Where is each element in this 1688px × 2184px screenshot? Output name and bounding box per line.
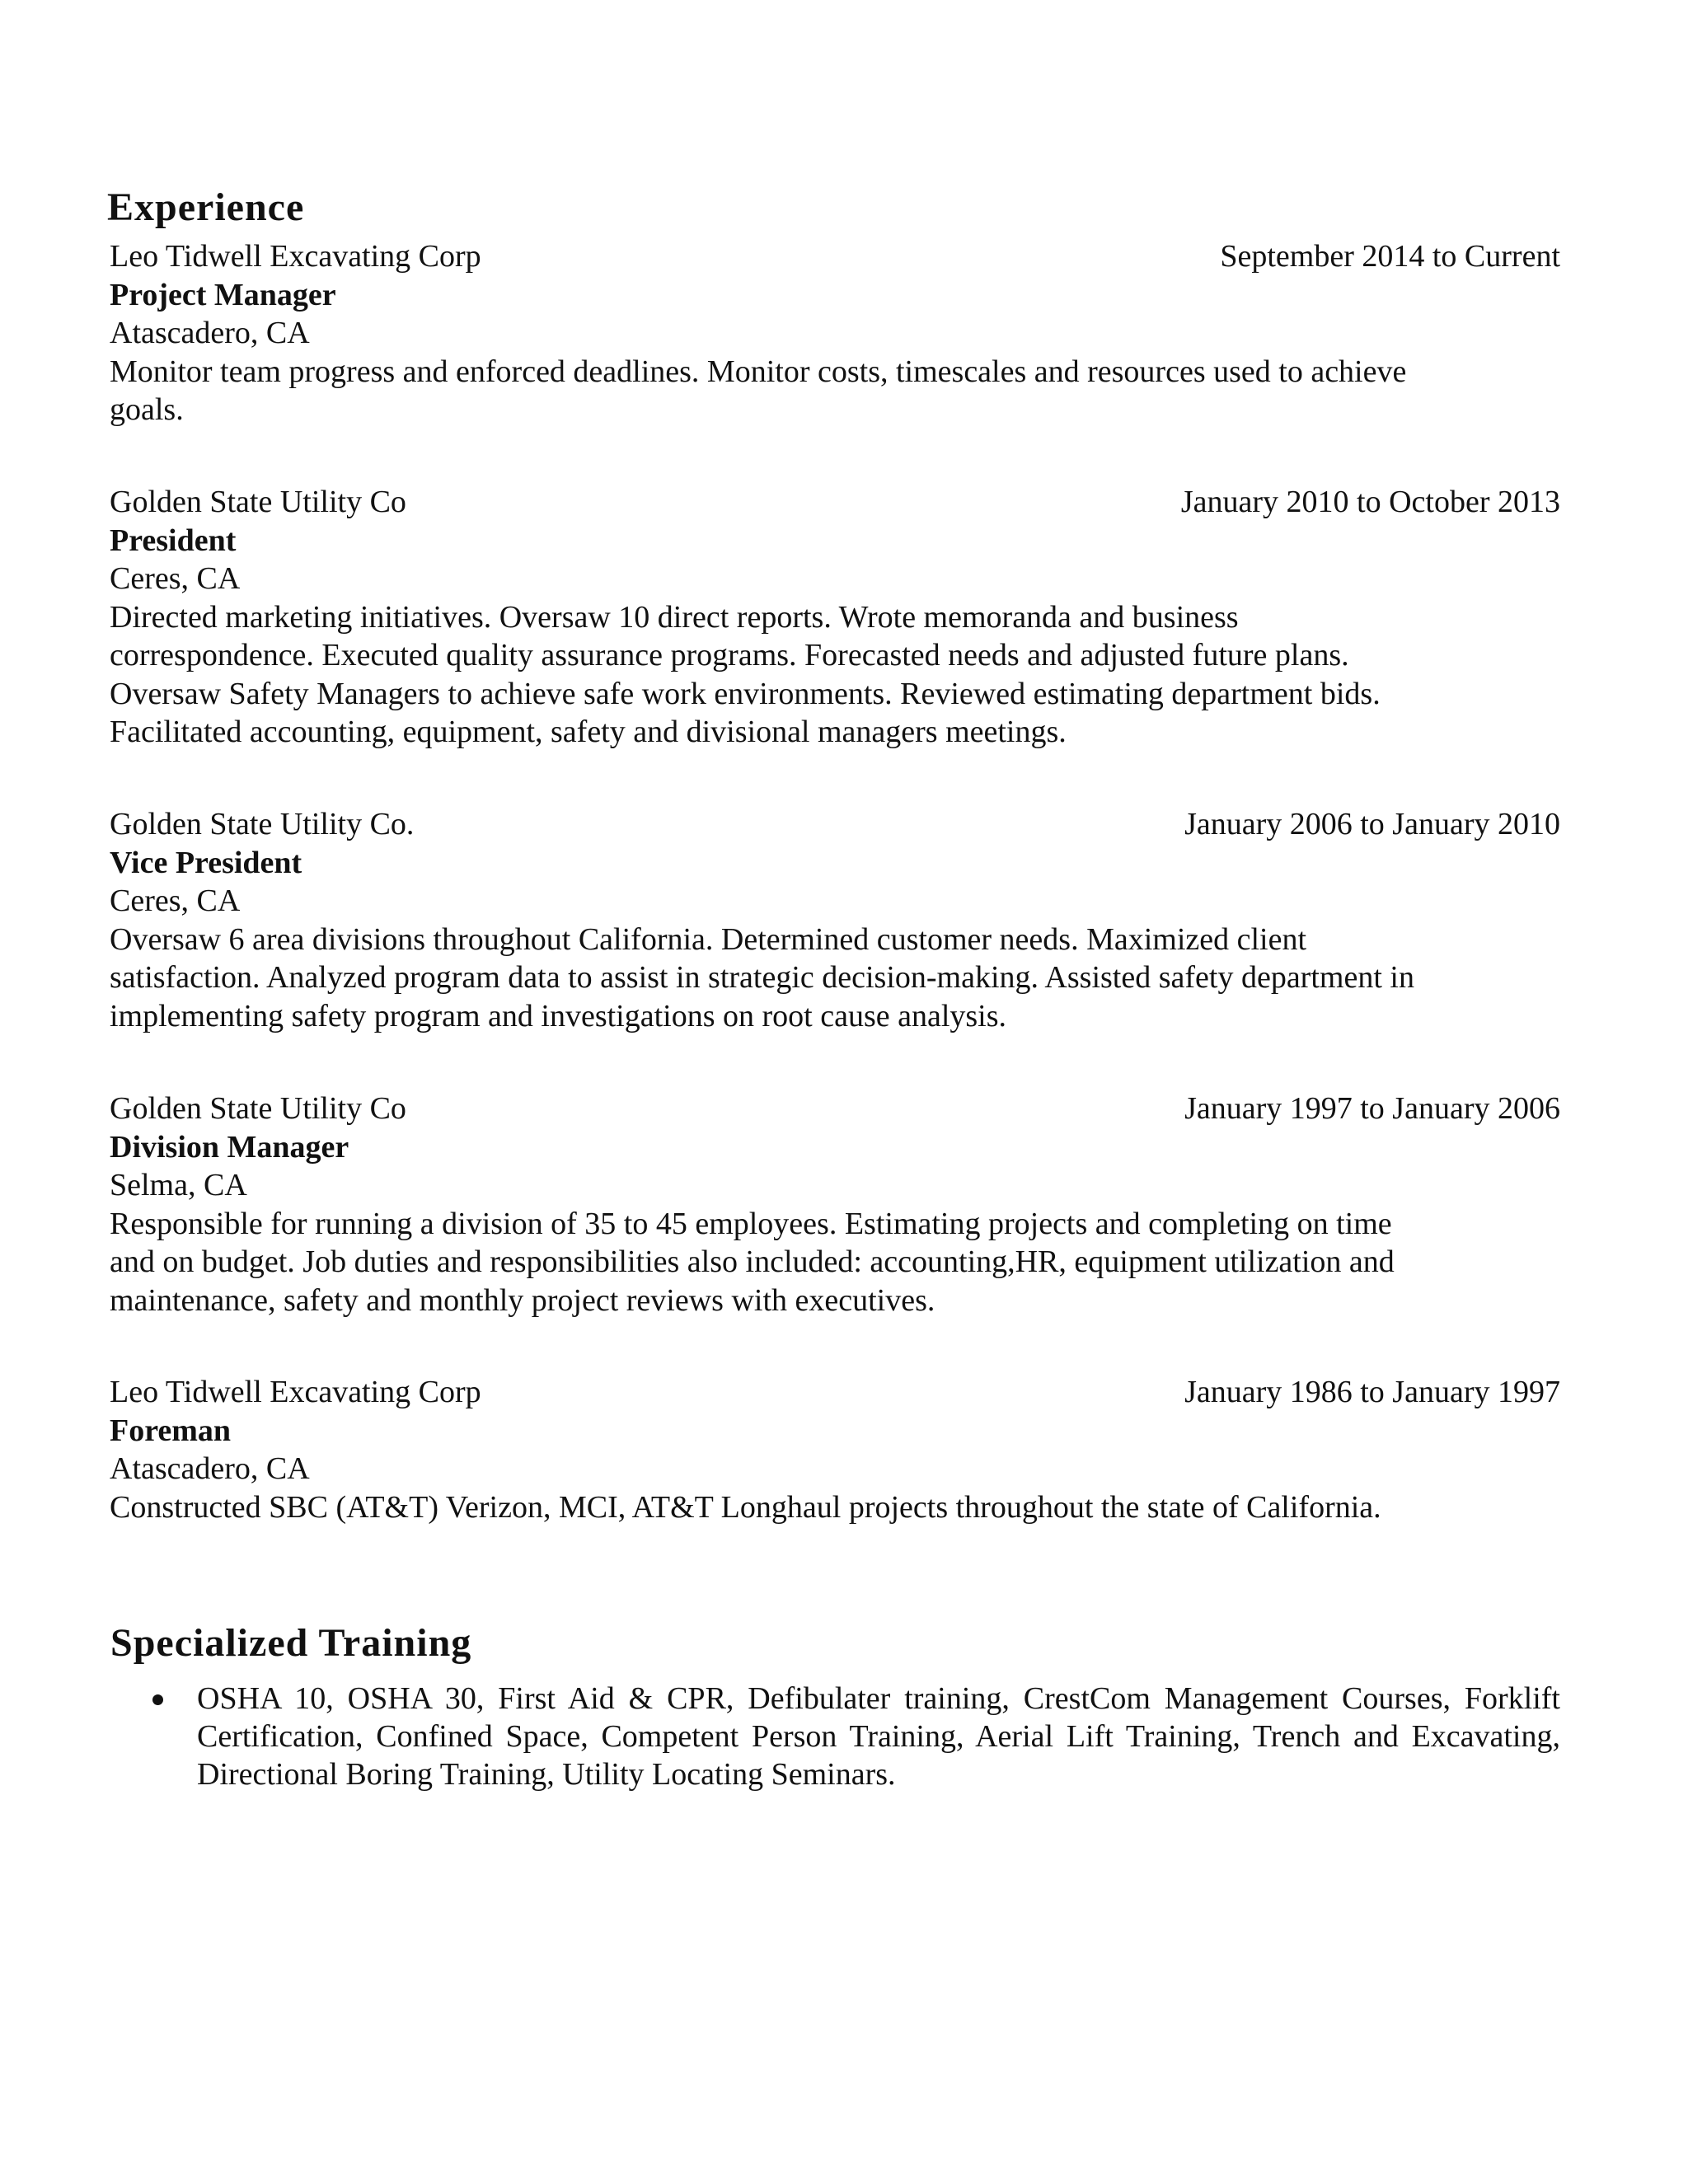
job-description (110, 1205, 1560, 1320)
job-title: Foreman (110, 1413, 232, 1448)
job-dates: January 2010 to October 2013 (1180, 485, 1560, 519)
job-description-line: Oversaw Safety Managers to achieve safe work environments. Reviewed estimating department bids. (110, 676, 1381, 711)
job-description-line: Monitor team progress and enforced deadlines. Monitor costs, timescales and resources used to achieve (110, 354, 1407, 389)
job-location: Atascadero, CA (110, 316, 310, 350)
job-description-line: Oversaw 6 area divisions throughout California. Determined customer needs. Maximized client (110, 921, 1307, 957)
job-entry (110, 237, 1560, 429)
job-entry (110, 805, 1560, 1035)
job-description-line: Responsible for running a division of 35 to 45 employees. Estimating projects and completing on time (110, 1206, 1392, 1241)
job-description (110, 353, 1560, 429)
job-description (110, 598, 1560, 752)
job-description (110, 921, 1560, 1036)
job-description-line: Facilitated accounting, equipment, safety and divisional managers meetings. (110, 715, 1067, 749)
job-description-line: maintenance, safety and monthly project reviews with executives. (110, 1282, 935, 1318)
company-name: Golden State Utility Co. (110, 807, 415, 841)
job-dates: September 2014 to Current (1220, 239, 1560, 274)
job-description-line: correspondence. Executed quality assurance programs. Forecasted needs and adjusted future plans. (110, 638, 1349, 673)
company-name: Golden State Utility Co (110, 1091, 406, 1126)
job-description (110, 1488, 1560, 1527)
job-description-line: implementing safety program and investigations on root cause analysis. (110, 998, 1007, 1033)
job-title: Project Manager (110, 277, 336, 312)
job-description-line: and on budget. Job duties and responsibilities also included: accounting,HR, equipment utilization and (110, 1244, 1395, 1279)
job-description-line: Directed marketing initiatives. Oversaw 10 direct reports. Wrote memoranda and business (110, 599, 1239, 635)
job-description-line: satisfaction. Analyzed program data to assist in strategic decision-making. Assisted safety department in (110, 960, 1414, 995)
job-entry (110, 483, 1560, 752)
job-title: Vice President (110, 845, 302, 880)
company-name: Leo Tidwell Excavating Corp (110, 1375, 481, 1409)
job-header (110, 237, 1560, 276)
training-list (152, 1680, 1560, 1793)
job-header (110, 483, 1560, 522)
job-dates: January 2006 to January 2010 (1184, 807, 1560, 841)
job-location: Ceres, CA (110, 883, 241, 918)
job-location: Atascadero, CA (110, 1451, 310, 1486)
job-header (110, 805, 1560, 844)
training-heading: Specialized Training (110, 1621, 472, 1665)
company-name: Leo Tidwell Excavating Corp (110, 239, 481, 274)
experience-heading: Experience (107, 185, 305, 229)
job-title: President (110, 523, 237, 558)
job-location: Ceres, CA (110, 561, 241, 596)
job-header (110, 1373, 1560, 1412)
job-description-line: Constructed SBC (AT&T) Verizon, MCI, AT&T Longhaul projects throughout the state of California. (110, 1489, 1381, 1525)
job-dates: January 1986 to January 1997 (1184, 1375, 1560, 1409)
training-item-text: OSHA 10, OSHA 30, First Aid & CPR, Defibulater training, CrestCom Management Courses, Forklift Certification, Confined Space, Competent Person Training, Aerial Lift Training, Trench and Excavating, Directional Boring Training, Utility Locating Seminars. (197, 1681, 1560, 1792)
training-item (152, 1680, 1560, 1793)
job-location: Selma, CA (110, 1168, 247, 1202)
job-entry (110, 1090, 1560, 1319)
bullet-icon (152, 1694, 163, 1705)
job-description-line: goals. (110, 392, 184, 427)
job-entry (110, 1373, 1560, 1526)
company-name: Golden State Utility Co (110, 485, 406, 519)
job-header (110, 1090, 1560, 1128)
job-dates: January 1997 to January 2006 (1184, 1091, 1560, 1126)
job-title: Division Manager (110, 1129, 349, 1165)
